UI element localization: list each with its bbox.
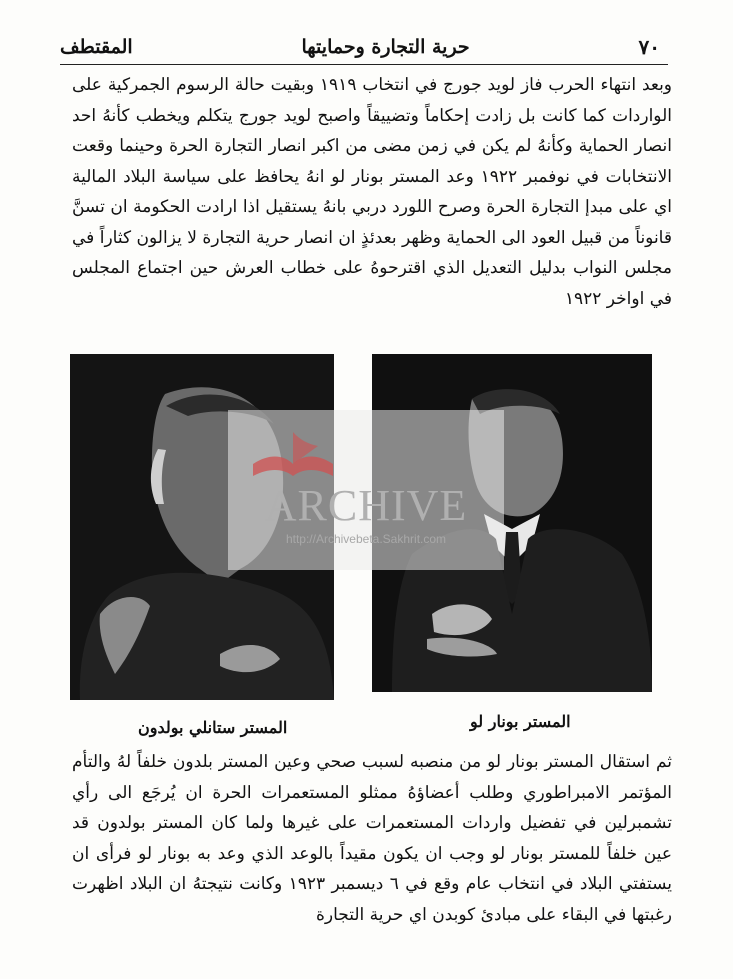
- caption-right: المستر بونار لو: [470, 712, 571, 731]
- archive-watermark: [228, 410, 504, 570]
- header-rule: [60, 64, 668, 65]
- page-number: ٧٠: [638, 35, 660, 59]
- watermark-url: http://Archivebeta.Sakhrit.com: [285, 532, 447, 546]
- watermark-text: ARCHIVE: [264, 481, 468, 530]
- paragraph-1: وبعد انتهاء الحرب فاز لويد جورج في انتخاب ١٩١٩ وبقيت حالة الرسوم الجمركية على الواردات كما كانت بل زادت إحكاماً وتضييقاً واصبح لويد جورج يتكلم ويخطب كأنهُ احد انصار الحماية وكأنهُ لم يكن في زمن مضى من اكبر انصار التجارة الحرة وحينما وقعت الانتخابات في نوفمبر ١٩٢٢ وعد المستر بونار لو انهُ يحافظ على سياسة البلاد المالية اي على مبدإ التجارة الحرة وصرح اللورد دربي بانهُ يستقيل اذا ارادت الحكومة ان تسنَّ قانوناً من قبيل العود الى الحماية وظهر بعدئذٍ ان انصار حرية التجارة لا يزالون كثاراً في مجلس النواب بدليل التعديل الذي اقترحوهُ على خطاب العرش حين اجتماع المجلس في اواخر ١٩٢٢: [72, 75, 673, 309]
- book-logo-icon: [248, 424, 338, 480]
- page-header: [60, 32, 660, 62]
- caption-left: المستر ستانلي بولدون: [138, 718, 288, 737]
- paragraph-2: ثم استقال المستر بونار لو من منصبه لسبب صحي وعين المستر بلدون خلفاً لهُ والتأم المؤتمر الامبراطوري وطلب أعضاؤهُ ممثلو المستعمرات الحرة ان يُرجَع الى رأي تشمبرلين في تفضيل واردات المستعمرات على غيرها ولما كان المستر بولدون قد عين خلفاً للمستر بونار لو وجب ان يكون مقيداً بالوعد الذي وعد به بونار لو فرأى ان يستفتي البلاد في انتخاب عام وقع في ٦ ديسمبر ١٩٢٣ وكانت نتيجتهُ ان البلاد اظهرت رغبتها في البقاء على مبادئ كوبدن اي حرية التجارة: [72, 752, 672, 925]
- journal-name: المقتطف: [60, 36, 133, 58]
- article-title: حرية التجارة وحمايتها: [301, 36, 470, 58]
